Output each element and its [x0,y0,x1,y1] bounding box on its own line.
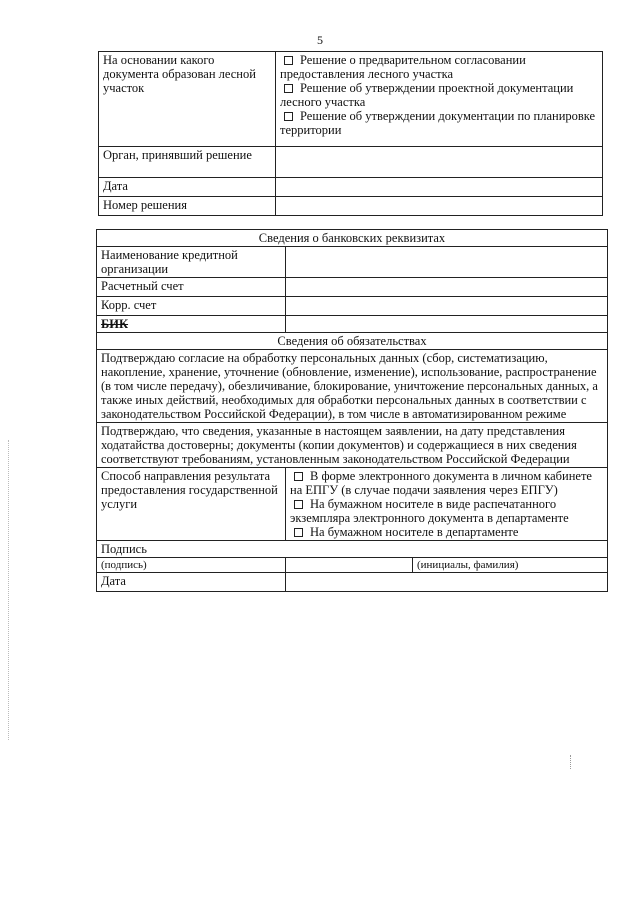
obligations-section-header: Сведения об обязательствах [97,333,608,350]
doc-basis-option-2[interactable]: Решение об утверждении проектной документации лесного участка [280,81,574,109]
personal-data-consent: Подтверждаю согласие на обработку персональных данных (сбор, систематизацию, накопление, хранение, уточнение (обновление, изменение), использование, распространение (в том числе передачу), обезличивание, блокирование, уничтожение персональных данных, а также иных действий, необходимых для обработки персональных данных в соответствии с законодательством Российской Федерации), в том числе в автоматизированном режиме [97,350,608,423]
signature-date-label: Дата [97,573,286,592]
corr-account-value[interactable] [286,297,608,316]
delivery-option-epgu[interactable]: В форме электронного документа в личном кабинете на ЕПГУ (в случае подачи заявления через ЕПГУ) [290,469,592,497]
credit-org-label: Наименование кредитной организации [97,247,286,278]
account-label: Расчетный счет [97,278,286,297]
signature-date-value[interactable] [286,573,608,592]
decision-number-label: Номер решения [99,197,276,216]
doc-basis-option-3[interactable]: Решение об утверждении документации по планировке территории [280,109,596,137]
bik-value[interactable] [286,316,608,333]
doc-basis-option-1[interactable]: Решение о предварительном согласовании предоставления лесного участка [280,53,526,81]
delivery-option-printed[interactable]: На бумажном носителе в виде распечатанного экземпляра электронного документа в департаменте [290,497,569,525]
checkbox-icon[interactable] [284,112,293,121]
checkbox-icon[interactable] [294,528,303,537]
authority-value[interactable] [276,147,603,178]
scan-edge-artifact [8,440,10,740]
doc-basis-label: На основании какого документа образован лесной участок [99,52,276,147]
delivery-method-label: Способ направления результата предоставления государственной услуги [97,468,286,541]
date-value[interactable] [276,178,603,197]
corr-account-label: Корр. счет [97,297,286,316]
scan-mark-artifact [570,755,573,769]
authority-label: Орган, принявший решение [99,147,276,178]
initials-caption: (инициалы, фамилия) [413,558,608,573]
credit-org-value[interactable] [286,247,608,278]
date-label: Дата [99,178,276,197]
bank-section-header: Сведения о банковских реквизитах [97,230,608,247]
account-value[interactable] [286,278,608,297]
signature-caption: (подпись) [97,558,286,573]
checkbox-icon[interactable] [284,84,293,93]
bank-obligations-table [96,229,608,592]
signature-value[interactable] [286,558,413,573]
checkbox-icon[interactable] [284,56,293,65]
doc-basis-options [276,52,603,147]
page-number: 5 [317,33,323,47]
bik-label: БИК [97,316,286,333]
checkbox-icon[interactable] [294,500,303,509]
checkbox-icon[interactable] [294,472,303,481]
decision-number-value[interactable] [276,197,603,216]
delivery-options [286,468,608,541]
accuracy-confirmation: Подтверждаю, что сведения, указанные в настоящем заявлении, на дату представления ходатайства достоверны; документы (копии документов) и содержащиеся в них сведения соответствуют требованиям, установленным законодательством Российской Федерации [97,423,608,468]
signature-label: Подпись [97,541,608,558]
delivery-option-paper[interactable]: На бумажном носителе в департаменте [290,525,603,539]
forest-basis-table [98,51,603,216]
